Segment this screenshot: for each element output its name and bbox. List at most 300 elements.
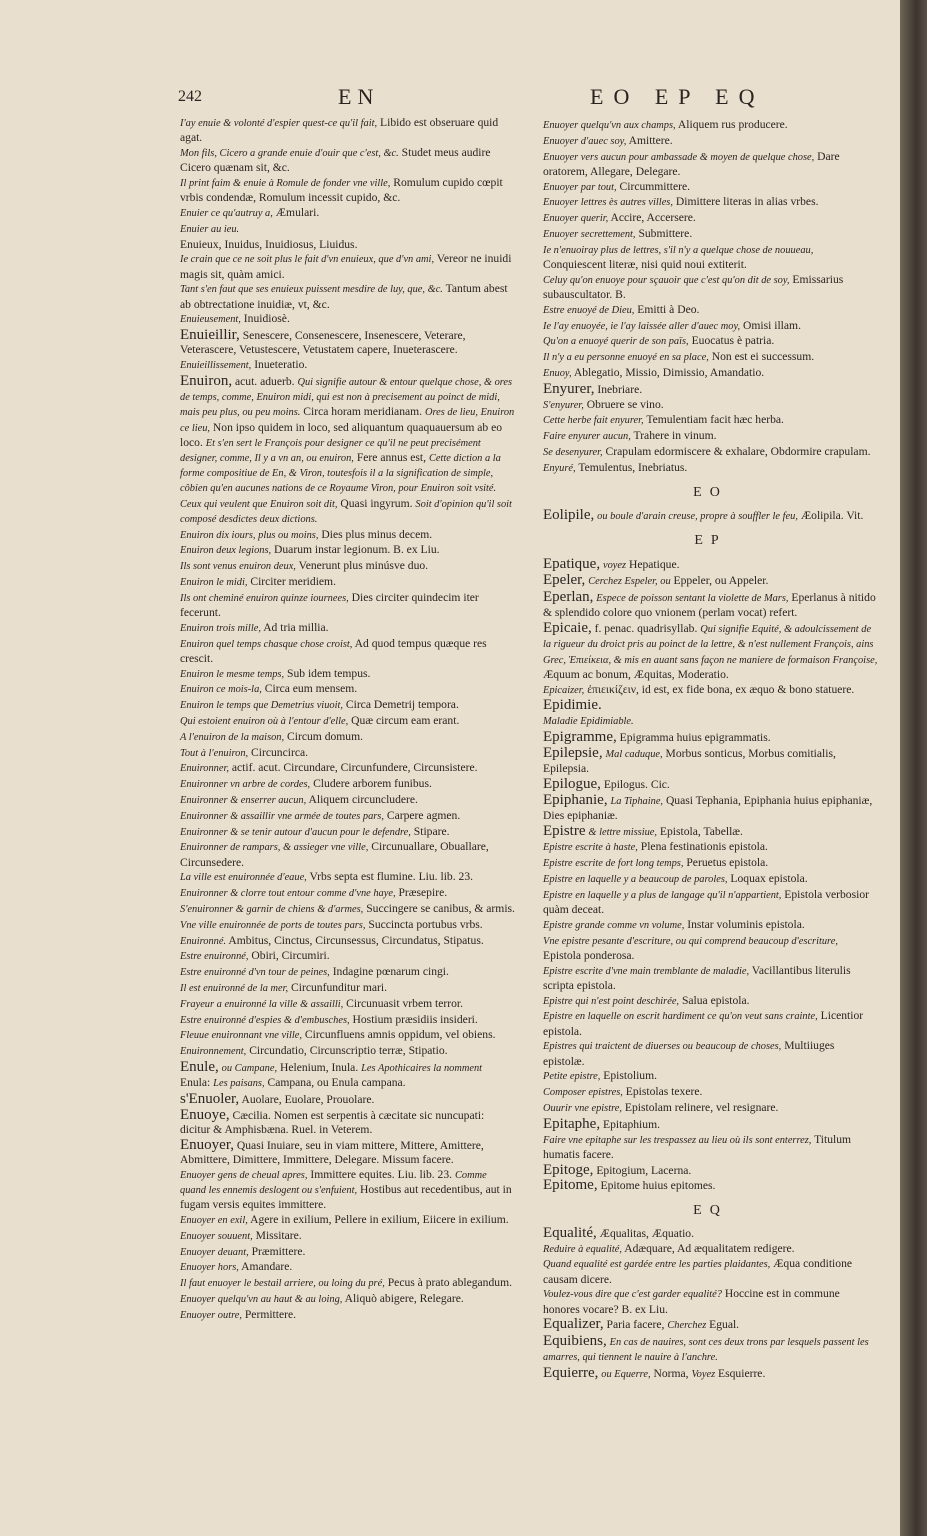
dictionary-entry [543,334,878,349]
french-text: Epistre en laquelle y a plus de langage qu'il n'appartient, [543,889,782,901]
entry-lemma: Equalité, [543,1224,597,1241]
dictionary-entry [543,1039,878,1068]
dictionary-entry [180,682,515,697]
latin-text: Auolare, Euolare, Prouolare. [241,1092,375,1106]
french-text: La ville est enuironnée d'eaue, [180,872,307,884]
latin-text: f. penac. quadrisyllab. [594,622,698,636]
french-text: Enuironner, [180,763,229,775]
latin-text: Egual. [709,1318,740,1332]
dictionary-entry [180,528,515,543]
latin-text: Crapulam edormiscere & exhalare, Obdormire crapulam. [605,444,871,458]
latin-text: Tantum abest ab obtrectatione inuidiæ, vt, &c. [180,282,508,311]
dictionary-entry [180,902,515,917]
latin-text: Quæ circum eam erant. [351,713,460,727]
latin-text: Epilogus. Cic. [603,777,670,791]
dictionary-entry [543,227,878,242]
dictionary-entry [543,1178,878,1193]
french-text: ou Campane, [221,1062,278,1074]
latin-text: Dies circiter quindecim iter fecerunt. [180,590,479,619]
dictionary-entry [543,683,878,698]
latin-text: Quasi Inuiare, seu in viam mittere, Mittere, Amittere, Abmittere, Dimittere, Immittere, Delegare. Missum facere. [180,1138,484,1166]
french-text: Soit d'opinion qu'il soit composé desdictes deux dictions. [180,498,512,525]
french-text: Enuoyer lettres ès autres villes, [543,197,673,209]
french-text: Composer epistres, [543,1087,623,1099]
entry-lemma: Epicaie, [543,620,592,637]
running-head-right: EO EP EQ [590,84,765,109]
dictionary-entry [180,965,515,980]
dictionary-entry [543,1287,878,1316]
french-text: Qui signifie autour & entour quelque chose, & ores de temps, comme, Enuiron midi, qui est non à precisement au poinct de midi, mais peu plus, ou peu moins. [180,376,513,419]
dictionary-entry [180,840,515,869]
latin-text: Senescere, Consenescere, Insenescere, Veterare, Veterascere, Vetustescere, Vetustatem capere, Inueterascere. [180,329,466,357]
dictionary-entry [543,303,878,318]
french-text: Il n'y a eu personne enuoyé en sa place, [543,352,709,364]
latin-text: Instar voluminis epistola. [687,917,805,931]
french-text: Ie n'enuoiray plus de lettres, s'il n'y a quelque chose de nouueau, [543,244,814,256]
dictionary-entry [180,637,515,666]
french-text: Enuironner de rampars, & assieger vne ville, [180,842,369,854]
french-text: Enuironner & enserrer aucun, [180,794,307,806]
dictionary-entry [543,994,878,1009]
latin-text: Amandare. [241,1260,293,1274]
entry-lemma: s'Enuoler, [180,1090,240,1107]
section-heading: EO [693,484,728,500]
dictionary-entry [180,176,515,205]
french-text: Cette diction a la forme compositiue de En, & Viron, toutesfois il a la signification de simple, côbien qu'en aucunes nations de ce Royaume Viron, pour Enuiron soit vsité. Ceux qui veulent que Enuiron soit dit, [180,453,501,510]
french-text: Enuoy, [543,367,572,379]
latin-text: Hoccine est in commune honores vocare? B. ex Liu. [543,1287,840,1316]
french-text: Epistre grande comme vn volume, [543,919,685,931]
latin-text: Salua epistola. [681,993,750,1007]
latin-text: Obiri, Circumiri. [251,949,330,963]
entry-lemma: Epitaphe, [543,1115,601,1132]
dictionary-entry [543,319,878,334]
latin-text: Duarum instar legionum. B. ex Liu. [274,543,440,557]
dictionary-entry [180,1292,515,1307]
french-text: Qu'on a enuoyé querir de son païs, [543,336,689,348]
latin-text: Dimittere literas in alias vrbes. [675,195,819,209]
latin-text: Æqua conditione causam dicere. [543,1257,853,1286]
french-text: Enuier ce qu'autruy a, [180,208,273,219]
dictionary-entry [180,1308,515,1323]
latin-text: Plena festinationis epistola. [640,840,768,854]
latin-text: Circa horam meridianam. [303,405,423,419]
latin-text: Circunuasit vrbem terror. [346,996,464,1010]
dictionary-entry [180,374,515,527]
french-text: Enuironner & assaillir vne armée de toutes pars, [180,810,384,822]
dictionary-entry [543,1334,878,1365]
dictionary-entry [180,761,515,776]
entry-lemma: Enuiron, [180,372,233,389]
latin-text: Circundatio, Circunscriptio terræ, Stipatio. [249,1044,448,1058]
entry-lemma: Epatique, [543,555,601,572]
french-text: Ie crain que ce ne soit plus le fait d'vn enuieux, que d'vn ami, [180,254,435,266]
dictionary-entry [180,886,515,901]
french-text: Reduire à equalité, [543,1243,622,1255]
french-text: Enuironné. [180,935,227,947]
dictionary-entry [543,1069,878,1084]
french-text: A l'enuiron de la maison, [180,731,285,743]
latin-text: Paria facere, [606,1318,665,1332]
dictionary-entry [543,824,878,840]
latin-text: Ambitus, Cinctus, Circunsessus, Circundatus, Stipatus. [228,933,484,947]
latin-text: Indagine pœnarum cingi. [332,965,449,979]
french-text: Qui estoient enuiron où à l'entour d'elle, [180,715,349,727]
french-text: Enuoyer quelqu'vn au haut & au loing, [180,1293,343,1305]
latin-text: Accire, Accersere. [610,211,696,225]
french-text: Enuiron dix iours, plus ou moins, [180,529,319,541]
entry-lemma: Epidimie. [543,697,602,714]
dictionary-entry [180,591,515,620]
french-text: Petite epistre, [543,1071,601,1083]
dictionary-entry [543,1133,878,1162]
french-text: Quand equalité est gardée entre les parties plaidantes, [543,1259,771,1271]
dictionary-entry [543,508,878,524]
latin-text: Multiiuges epistolæ. [543,1039,835,1068]
latin-text: Omisi illam. [743,318,801,332]
french-text: Cerchez Espeler, ou [588,576,671,588]
french-text: I'ay enuie & volonté d'espier quest-ce qu'il fait, [180,118,378,129]
latin-text: Epistola, Tabellæ. [659,824,743,838]
latin-text: Peruetus epistola. [686,856,769,870]
dictionary-entry [543,1163,878,1178]
french-text: Cette herbe fait enyurer, [543,415,644,427]
dictionary-entry [543,1009,878,1038]
latin-text: Licentior epistola. [543,1009,864,1038]
latin-text: Carpere agmen. [386,808,461,822]
french-text: Enuiron le midi, [180,577,248,588]
entry-lemma: Enuieillir, [180,327,240,344]
french-text: Espece de poisson sentant la violette de Mars, [596,593,789,605]
dictionary-entry [543,413,878,428]
dictionary-entry [180,918,515,933]
dictionary-entry [543,1242,878,1257]
latin-text: Esquierre. [718,1367,766,1381]
latin-text: Æquum ac bonum, Æquitas, Moderatio. [543,667,729,681]
french-text: S'enyurer, [543,399,584,411]
latin-text: Hostium præsidiis insideri. [352,1012,478,1026]
french-text: Enuironner vn arbre de cordes, [180,779,311,791]
dictionary-entry [180,1060,515,1091]
dictionary-entry [543,730,878,745]
latin-text: acut. aduerb. [234,374,295,388]
dictionary-entry [180,1260,515,1275]
french-text: Enuironner & se tenir autour d'aucun pour le defendre, [180,826,411,838]
french-text: S'enuironner & garnir de chiens & d'armes, [180,903,364,915]
latin-text: Eperlanus à nitido & splendido colore quo vnionem (perlam vocat) refert. [543,591,876,620]
dictionary-entry [180,981,515,996]
french-text: Enuoyer souuent, [180,1230,253,1242]
dictionary-entry [180,1229,515,1244]
latin-text: Inuidus, Inuidiosus, Liuidus. [224,237,358,251]
dictionary-entry [543,621,878,682]
dictionary-entry [180,825,515,840]
dictionary-entry [180,252,515,281]
latin-text: Epistolam relinere, vel resignare. [624,1100,779,1114]
latin-text: Circa eum mensem. [264,682,358,696]
dictionary-entry [543,1085,878,1100]
dictionary-entry [180,146,515,175]
french-text: Enuieusement, [180,314,241,326]
french-text: Enuoyer querir, [543,213,609,225]
french-text: Enuoyer secrettement, [543,228,636,240]
dictionary-entry [543,872,878,887]
latin-text: Circunuallare, Obuallare, Circunsedere. [180,840,489,869]
french-text: Enuoyer vers aucun pour ambassade & moyen de quelque chose, [543,151,815,163]
dictionary-entry [543,118,878,133]
entry-lemma: Enule, [180,1058,219,1075]
dictionary-entry [180,870,515,885]
left-column [180,116,515,1323]
dictionary-entry [543,590,878,620]
latin-text: Circum domum. [287,729,364,743]
latin-text: Inuidiosè. [243,312,290,326]
latin-text: Loquax epistola. [730,871,808,885]
french-text: Estre enuoyé de Dieu, [543,304,635,316]
dictionary-entry [543,856,878,871]
latin-text: Pecus à prato ablegandum. [387,1276,512,1290]
entry-lemma: Epitoge, [543,1161,594,1178]
latin-text: Succingere se canibus, & armis. [366,901,515,915]
latin-text: Epistola ponderosa. [543,948,635,962]
latin-text: Circunfluens amnis oppidum, vel obiens. [304,1028,496,1042]
entry-lemma: Enuoye, [180,1106,230,1123]
french-text: Enuoyer d'auec soy, [543,135,627,147]
dictionary-entry [180,238,515,252]
dictionary-entry [543,350,878,365]
french-text: ou Equerre, [601,1369,651,1381]
french-text: Estre enuironné d'espies & d'embusches, [180,1014,350,1026]
latin-text: Helenium, Inula. [279,1060,359,1074]
dictionary-entry [543,1101,878,1116]
french-text: Epistre en laquelle on escrit hardiment ce qu'on veut sans crainte, [543,1011,818,1023]
dictionary-entry [180,1276,515,1291]
french-text: ou boule d'arain creuse, propre à souffler le feu, [597,511,798,523]
dictionary-entry [543,150,878,179]
dictionary-entry [543,180,878,195]
dictionary-entry [543,243,878,272]
dictionary-entry [180,1044,515,1059]
dictionary-entry [543,714,878,729]
latin-text: Vereor ne inuidi magis sit, quàm amici. [180,252,512,281]
french-text: Se desenyurer, [543,446,603,458]
latin-text: Ablegatio, Missio, Dimissio, Amandatio. [573,365,765,379]
latin-text: Aliquem rus producere. [677,118,788,131]
french-text: Voyez [691,1369,716,1381]
dictionary-entry [543,1257,878,1286]
dictionary-entry [180,222,515,237]
dictionary-entry [543,398,878,413]
latin-text: Ad quod tempus quæque res crescit. [180,636,487,665]
latin-text: Amittere. [628,133,673,147]
french-text: voyez [602,559,627,571]
french-text: Frayeur a enuironné la ville & assailli, [180,998,344,1010]
dictionary-entry [543,429,878,444]
latin-text: Æqualitas, Æquatio. [599,1226,694,1240]
dictionary-entry [180,714,515,729]
page-header [178,84,868,114]
latin-text: Dare oratorem, Allegare, Delegare. [543,149,840,178]
french-text: Ils ont cheminé enuiron quinze iournees, [180,592,349,604]
french-text: & lettre missiue, [588,826,657,838]
dictionary-entry [180,1108,515,1137]
latin-text: Temulentiam facit hæc herba. [646,413,784,427]
french-text: Fleuue enuironnant vne ville, [180,1030,302,1042]
dictionary-entry [180,809,515,824]
french-text: Ie l'ay enuoyée, ie l'ay laissée aller d'auec moy, [543,320,741,332]
latin-text: Immittere equites. Liu. lib. 23. [310,1167,453,1181]
dictionary-entry [543,134,878,149]
latin-text: Aliquem circuncludere. [308,792,418,806]
french-text: Epistres qui traictent de diuerses ou beaucoup de choses, [543,1041,782,1053]
dictionary-entry [180,282,515,311]
latin-text: Epistolas texere. [625,1085,703,1099]
latin-text: Epitogium, Lacerna. [596,1163,692,1177]
latin-text: actif. acut. Circundare, Circunfundere, Circunsistere. [231,761,478,775]
french-text: Enuiron le mesme temps, [180,668,285,680]
entry-lemma: Equierre, [543,1365,599,1382]
latin-text: Præmittere. [251,1244,306,1258]
french-text: En cas de nauires, sont ces deux trons par lesquels passent les amarres, qui tiennent le nauire à l'anchre. [543,1337,869,1364]
latin-text: Quasi ingyrum. [340,496,413,510]
french-text: Enuiron trois mille, [180,622,261,634]
french-text: Ouurir vne epistre, [543,1102,622,1114]
latin-text: Circunfunditur mari. [291,980,387,994]
latin-text: Cludere arborem funibus. [313,777,432,791]
latin-text: Circuncirca. [251,745,309,759]
dictionary-entry [543,273,878,302]
latin-text: Vacillantibus literulis scripta epistola. [543,963,851,992]
latin-text: Studet meus audire Cicero quænam sit, &c. [180,146,491,175]
dictionary-entry [180,698,515,713]
entry-lemma: Epilogue, [543,775,601,792]
french-text: Tant s'en faut que ses enuieux puissent mesdire de luy, que, &c. [180,284,443,296]
french-text: Maladie Epidimiable. [543,716,634,728]
dictionary-entry [543,445,878,460]
french-text: Faire enyurer aucun, [543,431,631,443]
french-text: Tout à l'enuiron, [180,747,249,759]
french-text: Vne epistre pesante d'escriture, ou qui comprend beaucoup d'escriture, [543,935,838,947]
dictionary-entry [543,698,878,713]
french-text: Epicaizer, [543,684,585,696]
latin-text: Temulentus, Inebriatus. [578,460,688,474]
french-text: Epistre escrite de fort long temps, [543,858,684,870]
french-text: Enuiron quel temps chasque chose croist, [180,638,353,650]
dictionary-entry [180,1245,515,1260]
dictionary-entry [180,934,515,949]
dictionary-entry [180,1092,515,1107]
latin-text: Epigramma huius epigrammatis. [619,730,771,744]
entry-lemma: Epeler, [543,572,586,589]
french-text: Enuier au ieu. [180,223,240,235]
latin-text: Euocatus è patria. [691,334,775,348]
dictionary-entry [543,964,878,993]
dictionary-entry [180,206,515,221]
french-text: Enuironner & clorre tout entour comme d'vne haye, [180,888,396,900]
latin-text: Enula: [180,1076,211,1090]
latin-text: Circummittere. [619,179,691,193]
latin-text: Venerunt plus minúsve duo. [298,559,429,573]
latin-text: Adæquare, Ad æqualitatem redigere. [624,1241,795,1255]
french-text: Mon fils, Cicero a grande enuie d'ouir que c'est, &c. [180,148,399,159]
french-text: Il faut enuoyer le bestail arriere, ou loing du pré, [180,1278,385,1290]
dictionary-entry [543,1366,878,1382]
latin-text: Permittere. [244,1307,297,1321]
dictionary-entry [543,746,878,776]
latin-text: Æmulari. [275,206,320,219]
entry-lemma: Epiphanie, [543,791,608,808]
latin-text: Sub idem tempus. [287,666,371,680]
latin-text: Hepatique. [628,557,680,571]
french-text: Enuieillissement, [180,360,252,372]
dictionary-entry [180,997,515,1012]
dictionary-entry [543,195,878,210]
latin-text: Dies plus minus decem. [321,527,433,541]
section-heading: EQ [693,1202,728,1218]
dictionary-entry [180,358,515,373]
dictionary-entry [543,1317,878,1333]
dictionary-entry [543,1117,878,1132]
dictionary-entry [543,211,878,226]
french-text: Enuironnement, [180,1046,247,1058]
latin-text: Cæcilia. Nomen est serpentis à cæcitate sic nuncupati: dicitur & Amphisbæna. Ruel. in Veterem. [180,1108,485,1136]
dictionary-entry [180,1013,515,1028]
dictionary-entry [180,1213,515,1228]
french-text: Enuoyer outre, [180,1309,242,1321]
latin-text: Titulum humatis facere. [543,1132,852,1161]
french-text: Enuoyer par tout, [543,181,617,193]
latin-text: Inueteratio. [254,358,308,372]
entry-lemma: Eperlan, [543,589,594,606]
latin-text: Stipare. [413,824,450,838]
section-heading: EP [694,533,727,549]
dictionary-entry [543,777,878,792]
latin-text: Epistola verbosior quàm deceat. [543,887,869,916]
entry-lemma: Equalizer, [543,1316,604,1333]
french-text: Epistre escrite à haste, [543,842,638,854]
french-text: Il est enuironné de la mer, [180,982,289,994]
dictionary-entry [180,793,515,808]
french-text: Ores de lieu, Enuiron ce lieu, [180,407,515,434]
latin-text: Missitare. [255,1228,302,1242]
dictionary-entry [543,934,878,963]
latin-text: Submittere. [638,226,693,240]
running-head-left: EN [338,84,380,109]
entry-lemma: Epilepsie, [543,744,603,761]
dictionary-entry [543,1226,878,1241]
dictionary-entry [180,746,515,761]
latin-text: Norma, [653,1367,689,1381]
dictionary-entry [543,382,878,397]
dictionary-entry [180,621,515,636]
dictionary-entry [543,461,878,476]
entry-lemma: Enuieux, [180,237,222,251]
dictionary-entry [543,793,878,823]
dictionary-entry [180,543,515,558]
latin-text: Ad tria millia. [263,620,329,634]
french-text: Enuiron le temps que Demetrius viuoit, [180,700,343,712]
latin-text: Inebriare. [597,382,643,396]
french-text: Voulez-vous dire que c'est garder equalité? [543,1289,722,1301]
dictionary-entry [180,1138,515,1167]
latin-text: Non est ei successum. [711,350,815,364]
latin-text: Epistolium. [603,1069,658,1083]
latin-text: Emitti à Deo. [637,302,700,316]
dictionary-entry [180,116,515,145]
french-text: Vne ville enuironnée de ports de toutes pars, [180,919,366,931]
french-text: Faire vne epitaphe sur les trespassez au lieu où ils sont enterrez, [543,1134,812,1146]
french-text: Epistre escrite d'vne main tremblante de maladie, [543,965,750,977]
